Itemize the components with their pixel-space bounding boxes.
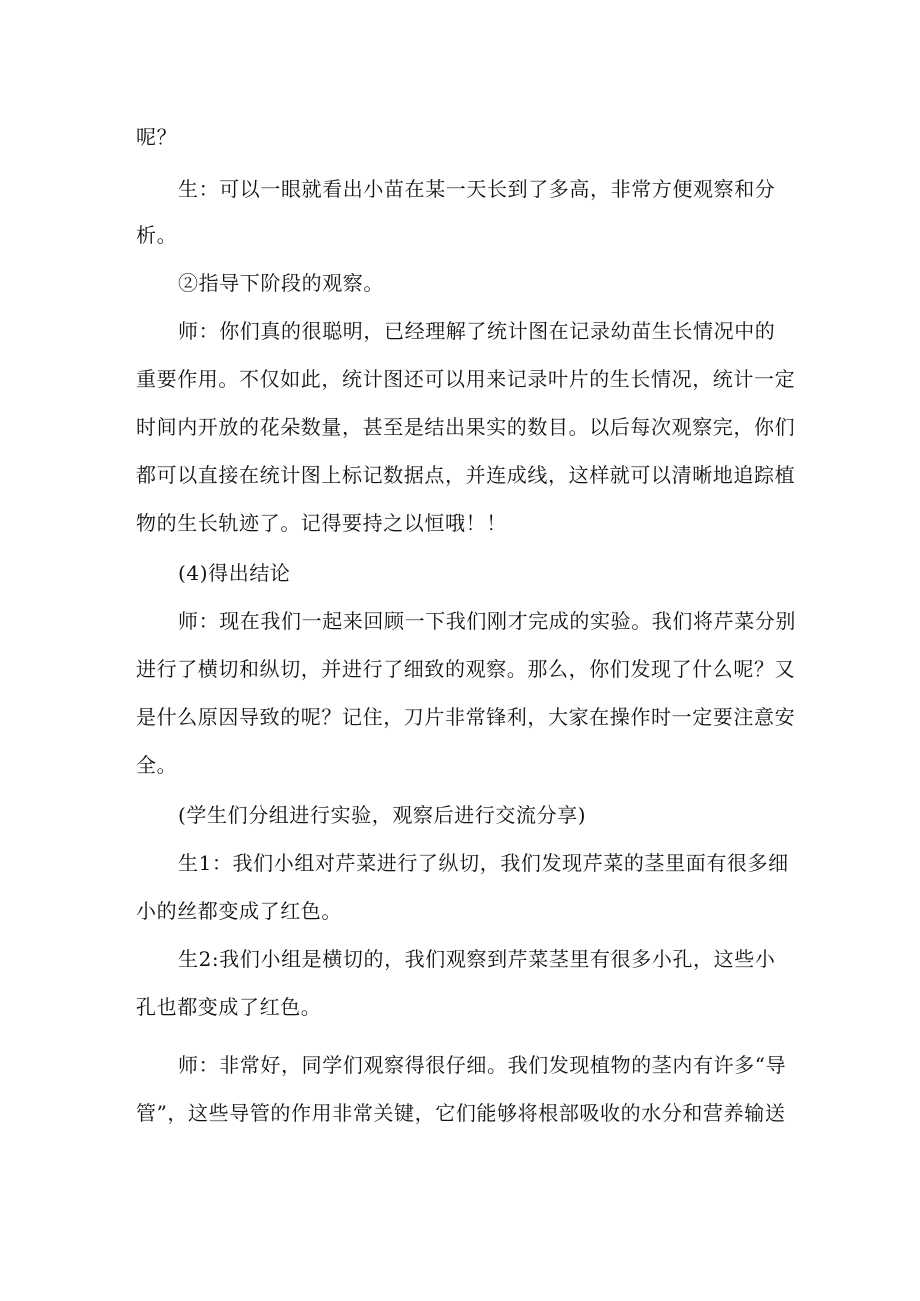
- text-line: 师：非常好，同学们观察得很仔细。我们发现植物的茎内有许多“导: [178, 1053, 787, 1077]
- text-line: (学生们分组进行实验，观察后进行交流分享): [178, 803, 587, 827]
- text-line: 是什么原因导致的呢？记住，刀片非常锋利，大家在操作时一定要注意安: [136, 705, 796, 729]
- text-line: 生：可以一眼就看出小苗在某一天长到了多高，非常方便观察和分: [178, 177, 776, 201]
- text-line: 师：你们真的很聪明，已经理解了统计图在记录幼苗生长情况中的: [178, 319, 776, 343]
- text-line: 进行了横切和纵切，并进行了细致的观察。那么，你们发现了什么呢？又: [136, 657, 796, 681]
- text-line: 物的生长轨迹了。记得要持之以恒哦！！: [136, 511, 507, 535]
- text-line: 呢？: [136, 125, 178, 149]
- text-line: 都可以直接在统计图上标记数据点，并连成线，这样就可以清晰地追踪植: [136, 463, 796, 487]
- text-line: 时间内开放的花朵数量，甚至是结出果实的数目。以后每次观察完，你们: [136, 415, 796, 439]
- text-line: 孔也都变成了红色。: [136, 995, 322, 1019]
- text-line: 重要作用。不仅如此，统计图还可以用来记录叶片的生长情况，统计一定: [136, 367, 796, 391]
- text-line: 生1：我们小组对芹菜进行了纵切，我们发现芹菜的茎里面有很多细: [178, 851, 789, 875]
- text-line: ②指导下阶段的观察。: [178, 271, 384, 295]
- text-line: 全。: [136, 753, 178, 777]
- section-heading: (4)得出结论: [178, 561, 291, 585]
- text-line: 生2:我们小组是横切的，我们观察到芹菜茎里有很多小孔，这些小: [178, 947, 776, 971]
- text-line: 师：现在我们一起来回顾一下我们刚才完成的实验。我们将芹菜分别: [178, 609, 796, 633]
- text-line: 管”，这些导管的作用非常关键，它们能够将根部吸收的水分和营养输送: [136, 1101, 786, 1125]
- text-line: 小的丝都变成了红色。: [136, 899, 342, 923]
- text-line: 析。: [136, 223, 178, 247]
